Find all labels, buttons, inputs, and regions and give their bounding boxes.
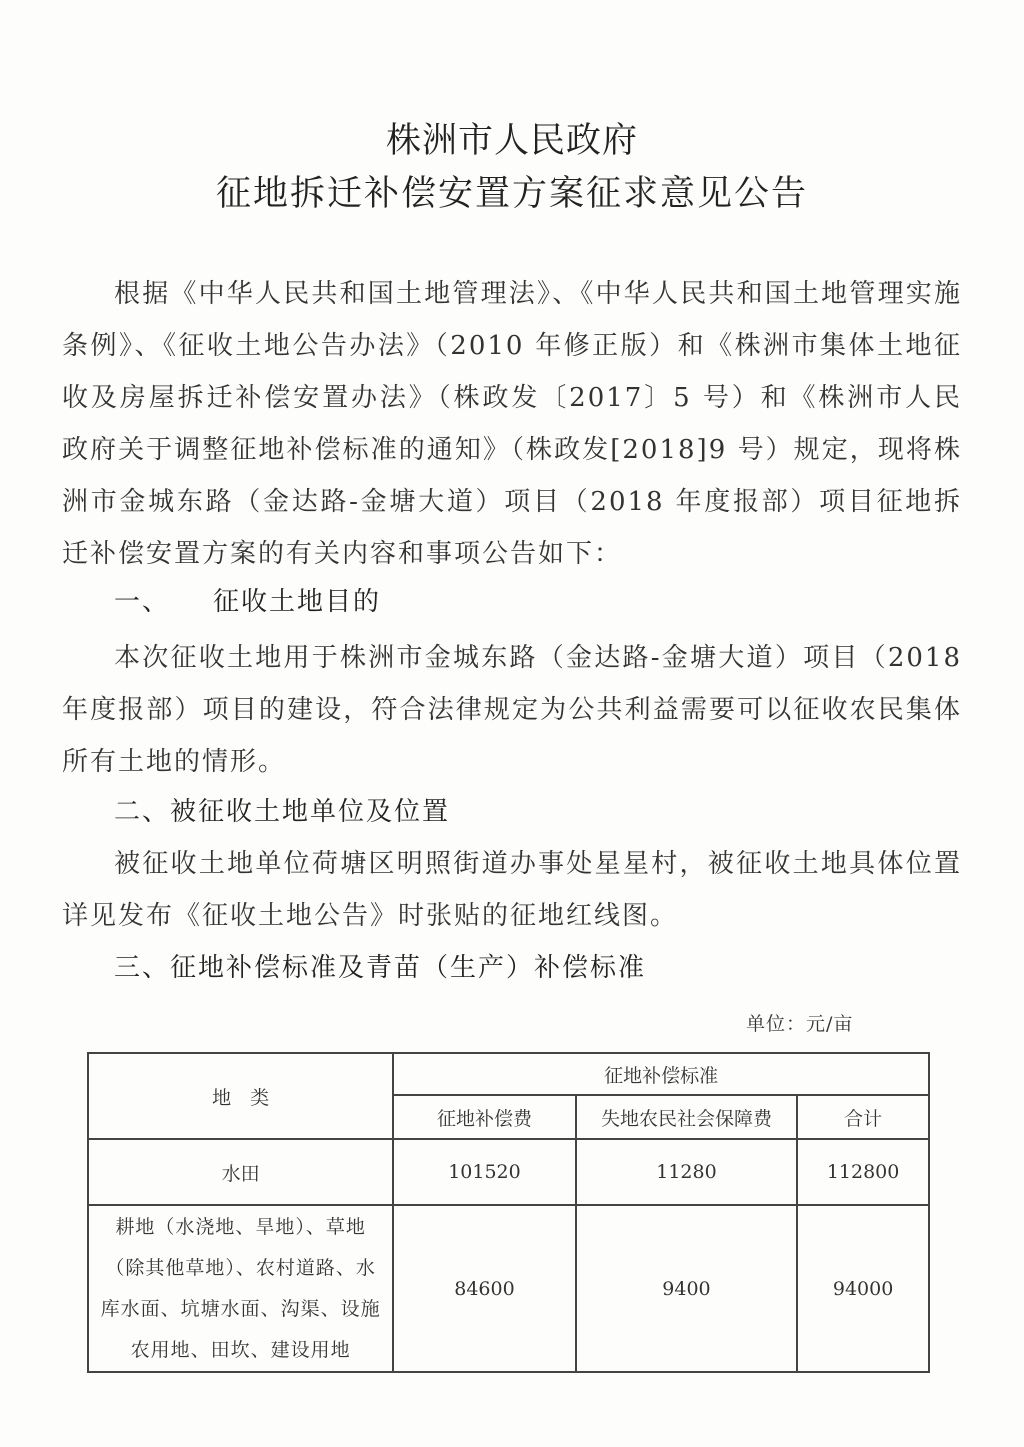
cell-landtype: 耕地（水浇地、旱地）、草地（除其他草地）、农村道路、水库水面、坑塘水面、沟渠、设施农用地、田坎、建设用地 bbox=[88, 1205, 393, 1372]
table-row bbox=[88, 1205, 929, 1372]
cell-social-security-fee: 11280 bbox=[576, 1139, 797, 1205]
header-social-security-fee: 失地农民社会保障费 bbox=[576, 1095, 797, 1139]
cell-compensation-fee: 84600 bbox=[393, 1205, 576, 1372]
table-unit-label: 单位：元/亩 bbox=[746, 1013, 854, 1035]
header-landtype: 地 类 bbox=[88, 1053, 393, 1139]
header-compensation-fee: 征地补偿费 bbox=[393, 1095, 576, 1139]
document-title-line2: 征地拆迁补偿安置方案征求意见公告 bbox=[215, 174, 808, 214]
compensation-table bbox=[87, 1052, 930, 1373]
cell-total: 94000 bbox=[797, 1205, 929, 1372]
header-compensation-standard: 征地补偿标准 bbox=[393, 1053, 929, 1095]
section3-heading: 三、征地补偿标准及青苗（生产）补偿标准 bbox=[114, 953, 647, 983]
cell-compensation-fee: 101520 bbox=[393, 1139, 576, 1205]
section2-heading: 二、被征收土地单位及位置 bbox=[114, 797, 451, 827]
cell-total: 112800 bbox=[797, 1139, 929, 1205]
header-total: 合计 bbox=[797, 1095, 929, 1139]
section1-heading: 一、 征收土地目的 bbox=[114, 587, 382, 617]
section1-body: 本次征收土地用于株洲市金城东路（金达路-金塘大道）项目（2018 年度报部）项目的建设，符合法律规定为公共利益需要可以征收农民集体所有土地的情形。 bbox=[62, 643, 962, 777]
cell-landtype: 水田 bbox=[88, 1139, 393, 1205]
intro-paragraph: 根据《中华人民共和国土地管理法》、《中华人民共和国土地管理实施条例》、《征收土地公告办法》（2010 年修正版）和《株洲市集体土地征收及房屋拆迁补偿安置办法》（株政发〔2017〕5 号）和《株洲市人民政府关于调整征地补偿标准的通知》（株政发[2018]9 号）规定，现将株洲市金城东路（金达路-金塘大道）项目（2018 年度报部）项目征地拆迁补偿安置方案的有关内容和事项公告如下： bbox=[62, 279, 962, 569]
document-title-line1: 株洲市人民政府 bbox=[385, 121, 638, 161]
table-row bbox=[88, 1139, 929, 1205]
cell-social-security-fee: 9400 bbox=[576, 1205, 797, 1372]
section2-body: 被征收土地单位荷塘区明照街道办事处星星村，被征收土地具体位置详见发布《征收土地公告》时张贴的征地红线图。 bbox=[62, 849, 962, 931]
